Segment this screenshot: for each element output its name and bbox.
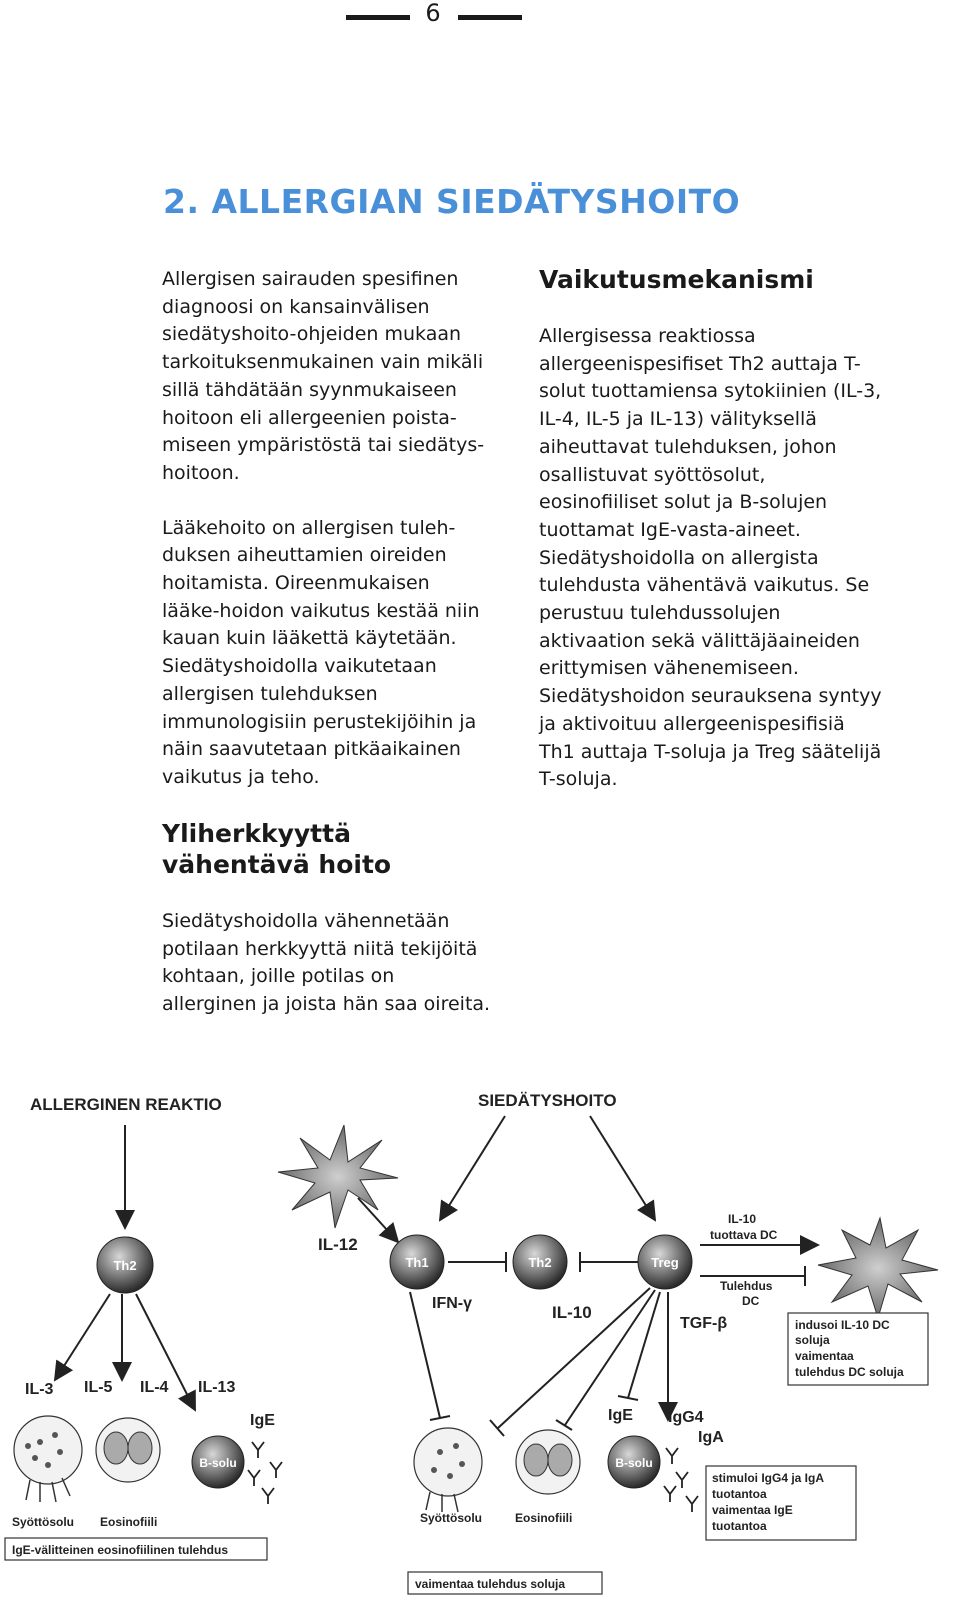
left-paragraph-2: Lääkehoito on allergisen tuleh-duksen aiheuttamien oireiden hoitamista. Oireenmukaisen lääke-hoidon vaikutus kestää niin kauan kuin lääkettä käytetään. Siedätyshoidolla vaikutetaan allergisen tulehduksen immunologisiin perustekijöihin ja näin saavutetaan pitkäaikainen vaikutus ja teho.	[162, 516, 480, 788]
mast-right-label: Syöttösolu	[420, 1511, 482, 1525]
right-heading: Vaikutusmekanismi	[539, 265, 814, 294]
page-title: 2. ALLERGIAN SIEDÄTYSHOITO	[163, 182, 741, 221]
left-paragraph-3: Siedätyshoidolla vähennetään potilaan herkkyyttä niitä tekijöitä kohtaan, joille potilas on allerginen ja joista hän saa oireita.	[162, 910, 491, 1016]
il13-label: IL-13	[198, 1379, 236, 1396]
antibodies-right	[664, 1448, 698, 1512]
antibodies-left	[248, 1442, 282, 1504]
stim-line-1: stimuloi IgG4 ja IgA	[712, 1471, 825, 1485]
right-paragraph-1: Allergisessa reaktiossa allergeenispesifiset Th2 auttaja T-solut tuottamiensa sytokiinien (IL-3, IL-4, IL-5 ja IL-13) välityksellä aiheuttavat tulehduksen, johon osallistuvat syöttösolut, eosinofiiliset solut ja B-solujen tuottamat IgE-vasta-aineet. Siedätyshoidolla on allergista tulehdusta vähentävä vaikutus. Se perustuu tulehdussolujen aktivaation sekä välittäjäaineiden erittymisen vähenemiseen. Siedätyshoidon seurauksena syntyy ja aktivoituu allergeenispesifisiä Th1 auttaja T-soluja ja Treg säätelijä T-soluja.	[539, 325, 882, 791]
tulehdus-dc-label-1: Tulehdus	[720, 1279, 773, 1293]
th1-cell	[390, 1235, 444, 1289]
th2-right-text: Th2	[528, 1255, 552, 1270]
induce-line-3: vaimentaa	[795, 1349, 854, 1363]
il10-dc-label-2: tuottava DC	[710, 1228, 778, 1242]
th2-cell-right	[513, 1235, 567, 1289]
th2-left-text: Th2	[113, 1258, 137, 1273]
mast-cell-right	[414, 1428, 482, 1512]
arrow-dc-to-th1	[358, 1198, 398, 1242]
eos-right-label: Eosinofiili	[515, 1511, 573, 1525]
left-column	[162, 266, 492, 792]
tgfb-label: TGF-β	[680, 1315, 728, 1332]
il4-label: IL-4	[140, 1379, 169, 1396]
dendritic-cell-right	[818, 1218, 938, 1318]
tulehdus-dc-label-2: DC	[742, 1294, 760, 1308]
b-cell-left	[192, 1436, 244, 1488]
bcell-right-text: B-solu	[615, 1456, 653, 1470]
induce-line-1: indusoi IL-10 DC	[795, 1318, 890, 1332]
eosinophil-right	[516, 1430, 580, 1494]
il3-label: IL-3	[25, 1381, 54, 1398]
allergic-reaction-label: ALLERGINEN REAKTIO	[30, 1095, 222, 1114]
iga-label: IgA	[698, 1429, 724, 1446]
left-result-text: IgE-välitteinen eosinofiilinen tulehdus	[12, 1543, 229, 1557]
mast-cell-left	[14, 1416, 82, 1502]
stim-line-2: tuotantoa	[712, 1487, 767, 1501]
induce-line-2: soluja	[795, 1333, 830, 1347]
th1-text: Th1	[405, 1255, 429, 1270]
treg-text: Treg	[651, 1255, 679, 1270]
th2-cell-left	[97, 1237, 153, 1293]
igg4-label: IgG4	[668, 1409, 704, 1426]
page-number: 6	[425, 0, 441, 27]
il10-label: IL-10	[552, 1303, 592, 1322]
left-paragraph-1: Allergisen sairauden spesifinen diagnoosi on kansainvälisen siedätyshoito-ohjeiden mukaan tarkoituksenmukainen vain mikäli sillä tähdätään syynmukaiseen hoitoon eli allergeenien poista-miseen ympäristöstä tai siedätys-hoitoon.	[162, 268, 485, 484]
stim-line-4: tuotantoa	[712, 1519, 767, 1533]
inhibit-bar-5	[490, 1420, 504, 1436]
arrow-to-treg	[590, 1116, 655, 1220]
arrow-to-th1	[440, 1116, 505, 1220]
ige-left-label: IgE	[250, 1412, 275, 1429]
mast-left-label: Syöttösolu	[12, 1515, 74, 1529]
treg-cell	[638, 1235, 692, 1289]
arrow-th2-mast	[55, 1294, 110, 1380]
dendritic-cell-center	[278, 1125, 398, 1228]
page-rule-left	[346, 15, 410, 20]
il5-label: IL-5	[84, 1379, 113, 1396]
stim-line-3: vaimentaa IgE	[712, 1503, 793, 1517]
inhibit-bar-6	[556, 1420, 572, 1430]
eos-left-label: Eosinofiili	[100, 1515, 158, 1529]
page-rule-right	[458, 15, 522, 20]
b-cell-right	[608, 1436, 660, 1488]
il12-label: IL-12	[318, 1235, 358, 1254]
eosinophil-left	[96, 1418, 160, 1482]
induce-line-4: tulehdus DC soluja	[795, 1365, 904, 1379]
ifng-label: IFN-γ	[432, 1295, 472, 1312]
bottom-result-text: vaimentaa tulehdus soluja	[415, 1577, 566, 1591]
ige-right-label: IgE	[608, 1407, 633, 1424]
immunotherapy-diagram	[0, 1080, 960, 1607]
immunotherapy-label: SIEDÄTYSHOITO	[478, 1091, 617, 1110]
bcell-left-text: B-solu	[199, 1456, 237, 1470]
left-heading: Yliherkkyyttä vähentävä hoito	[162, 819, 392, 879]
il10-dc-label-1: IL-10	[728, 1212, 757, 1226]
